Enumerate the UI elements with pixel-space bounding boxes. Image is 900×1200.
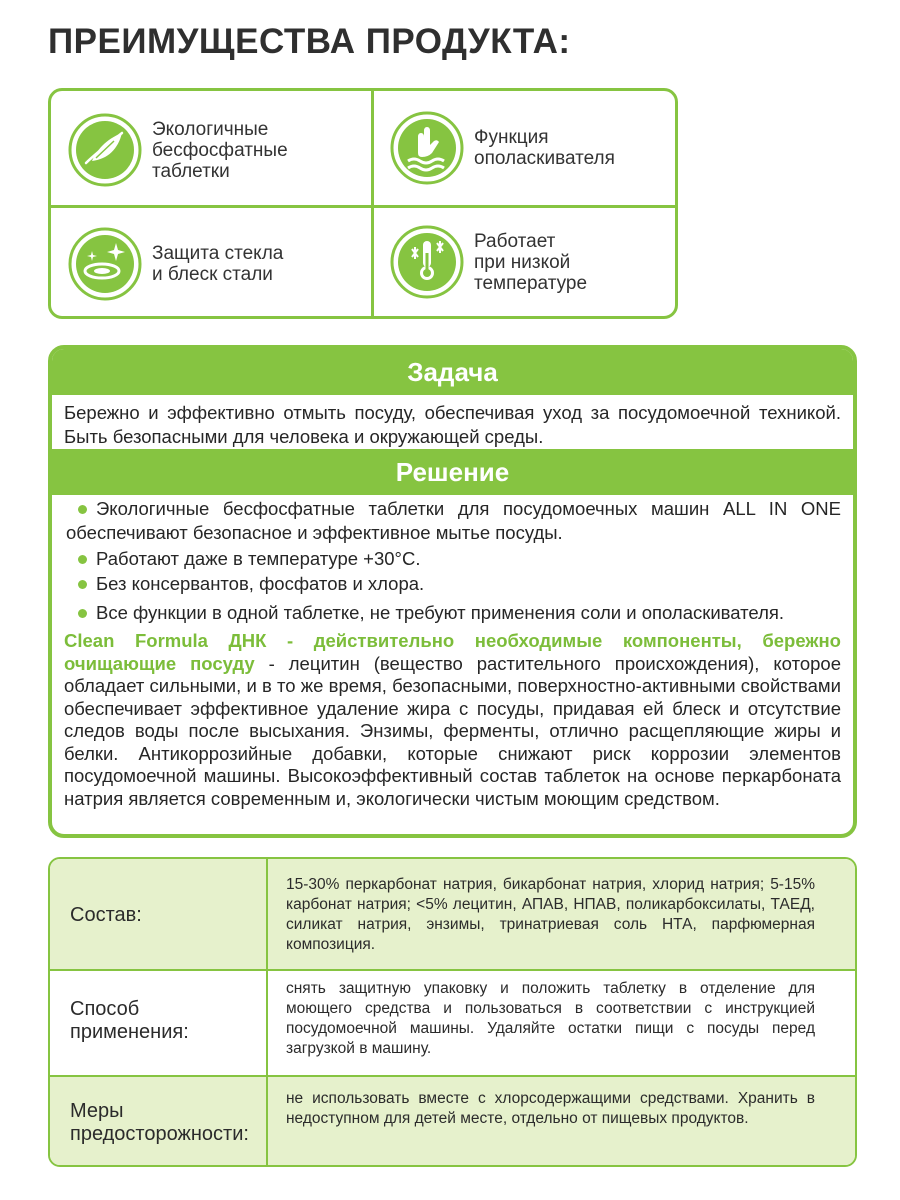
precautions-value: не использовать вместе с хлорсодержащими средствами. Хранить в недоступном для детей месте, отдельно от пищевых продуктов. — [286, 1090, 815, 1127]
advantage-label: Работает при низкой температуре — [474, 230, 588, 294]
solution-bullet — [66, 497, 841, 545]
advantage-eco — [66, 111, 288, 189]
info-row-precautions — [50, 1077, 855, 1167]
product-info-table — [48, 857, 857, 1167]
grid-divider-horizontal — [51, 205, 675, 208]
composition-value: 15-30% перкарбонат натрия, бикарбонат натрия, хлорид натрия; 5-15% карбонат натрия; <5% лецитин, АПАВ, НПАВ, поликарбоксилаты, ТАЕД, силикат натрия, энзимы, тринатриевая соль НТА, парфюмерная композиция. — [286, 876, 815, 953]
feather-icon — [66, 111, 144, 189]
solution-paragraph-text: - лецитин (вещество растительного происхождения), которое обладает сильными, и в то же время, безопасными, поверхностно-активными свойствами обеспечивает эффективное удаление жира с посуды, придавая ей блеск и отсутствие следов воды после высыхания. Энзимы, ферменты, отлично расщепляющие жиры и белки. Антикоррозийные добавки, которые снижают риск коррозии элементов посудомоечной машины. Высокоэффективный состав таблеток на основе перкарбоната натрия является современным и, экологически чистым моющим средством. — [64, 652, 841, 809]
task-text: Бережно и эффективно отмыть посуду, обеспечивая уход за посудомоечной техникой. Быть безопасными для человека и окружающей среды. — [64, 402, 841, 447]
advantage-rinse — [388, 109, 615, 187]
solution-bullet — [66, 547, 841, 571]
info-row-composition — [50, 859, 855, 969]
bullet-text: Экологичные бесфосфатные таблетки для посудомоечных машин ALL IN ONE обеспечивают безопасное и эффективное мытье посуды. — [66, 498, 841, 543]
bullet-dot — [78, 505, 87, 514]
solution-heading: Решение — [52, 449, 853, 495]
bullet-dot — [78, 609, 87, 618]
bullet-text: Без консервантов, фосфатов и хлора. — [96, 573, 425, 594]
page-title: ПРЕИМУЩЕСТВА ПРОДУКТА: — [48, 22, 571, 61]
precautions-label: Меры предосторожности: — [70, 1100, 249, 1145]
solution-bullet — [66, 601, 841, 625]
solution-paragraph — [64, 630, 841, 810]
advantages-grid — [48, 88, 678, 319]
usage-value: снять защитную упаковку и положить таблетку в отделение для моющего средства и пользоваться в соответствии с инструкцией посудомоечной машины. Удаляйте остатки пищи с посуды перед загрузкой в машину. — [286, 980, 815, 1057]
usage-label: Способ применения: — [70, 998, 189, 1043]
column-divider — [266, 859, 268, 1165]
advantage-low-temp — [388, 223, 587, 301]
bullet-dot — [78, 580, 87, 589]
advantage-label: Функция ополаскивателя — [474, 127, 615, 169]
hand-water-icon — [388, 109, 466, 187]
bullet-text: Работают даже в температуре +30°С. — [96, 548, 421, 569]
task-solution-panel — [48, 345, 857, 838]
info-row-usage — [50, 971, 855, 1075]
advantage-label: Защита стекла и блеск стали — [152, 243, 284, 285]
grid-divider-vertical — [371, 91, 374, 316]
task-heading: Задача — [52, 349, 853, 395]
composition-label: Состав: — [70, 904, 142, 926]
solution-bullet — [66, 572, 841, 596]
thermometer-snowflake-icon — [388, 223, 466, 301]
bullet-dot — [78, 555, 87, 564]
advantage-label: Экологичные бесфосфатные таблетки — [152, 118, 288, 182]
clean-formula-highlight: Clean Formula ДНК - действительно необходимые компоненты, бережно очищающие посуду — [64, 630, 841, 674]
bullet-text: Все функции в одной таблетке, не требуют применения соли и ополаскивателя. — [96, 602, 785, 623]
advantage-glass — [66, 225, 283, 303]
sparkle-dish-icon — [66, 225, 144, 303]
